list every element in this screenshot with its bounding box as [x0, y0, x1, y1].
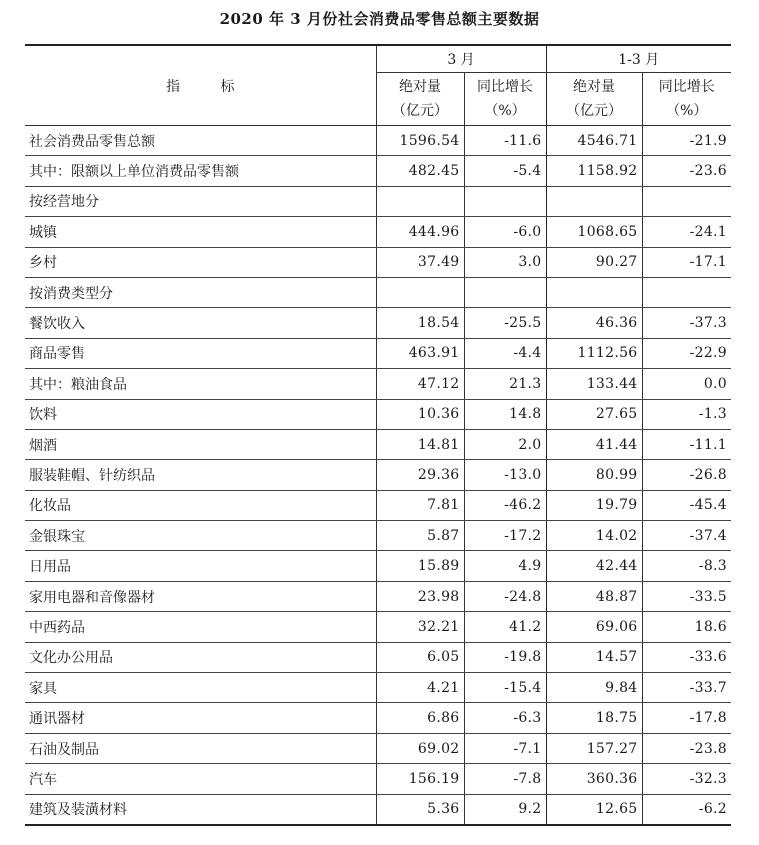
ytd-absolute-value: 12.65 — [546, 794, 642, 825]
table-row — [25, 581, 731, 611]
row-label: 按经营地分 — [25, 186, 376, 216]
ytd-yoy-growth: -37.3 — [642, 308, 731, 338]
table-row — [25, 673, 731, 703]
growth-label: 同比增长 — [658, 79, 715, 95]
table-row — [25, 551, 731, 581]
row-label: 餐饮收入 — [25, 308, 376, 338]
month-yoy-growth: 21.3 — [464, 369, 546, 399]
ytd-header: 1-3 月 — [546, 45, 731, 73]
month-absolute-value: 18.54 — [376, 308, 464, 338]
month-absolute-value: 29.36 — [376, 460, 464, 490]
ytd-yoy-growth: -37.4 — [642, 521, 731, 551]
ytd-absolute-value: 9.84 — [546, 673, 642, 703]
month-absolute-value: 69.02 — [376, 733, 464, 763]
ytd-yoy-growth: -23.8 — [642, 733, 731, 763]
ytd-yoy-growth: -23.6 — [642, 156, 731, 186]
row-label: 石油及制品 — [25, 733, 376, 763]
month-yoy-growth: -4.4 — [464, 338, 546, 368]
retail-sales-table — [25, 44, 731, 826]
month-absolute-value: 47.12 — [376, 369, 464, 399]
month-header: 3 月 — [376, 45, 546, 73]
month-absolute-value: 7.81 — [376, 490, 464, 520]
ytd-yoy-growth: -22.9 — [642, 338, 731, 368]
month-absolute-value — [376, 186, 464, 216]
row-label: 汽车 — [25, 764, 376, 794]
ytd-absolute-value: 80.99 — [546, 460, 642, 490]
row-label: 其中：粮油食品 — [25, 369, 376, 399]
ytd-yoy-growth: -32.3 — [642, 764, 731, 794]
month-absolute-value: 444.96 — [376, 217, 464, 247]
row-label: 化妆品 — [25, 490, 376, 520]
table-row — [25, 612, 731, 642]
table-row — [25, 247, 731, 277]
month-abs-header — [376, 73, 464, 126]
ytd-absolute-value: 48.87 — [546, 581, 642, 611]
abs-label: 绝对量 — [573, 79, 616, 95]
table-row — [25, 490, 731, 520]
row-label: 建筑及装潢材料 — [25, 794, 376, 825]
table-row — [25, 277, 731, 307]
month-yoy-growth: 2.0 — [464, 429, 546, 459]
ytd-absolute-value: 133.44 — [546, 369, 642, 399]
month-absolute-value: 5.36 — [376, 794, 464, 825]
ytd-absolute-value: 41.44 — [546, 429, 642, 459]
month-yoy-growth: 9.2 — [464, 794, 546, 825]
growth-label: 同比增长 — [477, 79, 533, 95]
row-label: 饮料 — [25, 399, 376, 429]
ytd-absolute-value: 1112.56 — [546, 338, 642, 368]
month-yoy-growth: 4.9 — [464, 551, 546, 581]
row-label: 文化办公用品 — [25, 642, 376, 672]
growth-unit: （%） — [484, 103, 526, 119]
month-yoy-growth: -25.5 — [464, 308, 546, 338]
month-yoy-growth: -6.3 — [464, 703, 546, 733]
indicator-header: 指 标 — [25, 45, 376, 126]
row-label: 通讯器材 — [25, 703, 376, 733]
table-row — [25, 156, 731, 186]
row-label: 金银珠宝 — [25, 521, 376, 551]
ytd-absolute-value — [546, 186, 642, 216]
table-row — [25, 338, 731, 368]
table-row — [25, 460, 731, 490]
table-row — [25, 642, 731, 672]
month-yoy-growth: 3.0 — [464, 247, 546, 277]
page-title: 2020 年 3 月份社会消费品零售总额主要数据 — [219, 10, 540, 28]
ytd-yoy-growth: -11.1 — [642, 429, 731, 459]
table-row — [25, 126, 731, 156]
month-yoy-growth: -46.2 — [464, 490, 546, 520]
table-row — [25, 186, 731, 216]
month-absolute-value: 37.49 — [376, 247, 464, 277]
ytd-yoy-growth — [642, 186, 731, 216]
ytd-yoy-growth: -33.7 — [642, 673, 731, 703]
month-yoy-growth: -24.8 — [464, 581, 546, 611]
row-label: 乡村 — [25, 247, 376, 277]
month-yoy-growth: -7.8 — [464, 764, 546, 794]
ytd-yoy-growth: -1.3 — [642, 399, 731, 429]
row-label: 烟酒 — [25, 429, 376, 459]
month-yoy-growth: 41.2 — [464, 612, 546, 642]
ytd-yoy-growth: -45.4 — [642, 490, 731, 520]
ytd-yoy-growth: -17.8 — [642, 703, 731, 733]
month-growth-header — [464, 73, 546, 126]
ytd-growth-header — [642, 73, 731, 126]
ytd-abs-header — [546, 73, 642, 126]
month-absolute-value: 463.91 — [376, 338, 464, 368]
row-label: 城镇 — [25, 217, 376, 247]
growth-unit: （%） — [666, 103, 708, 119]
month-absolute-value: 32.21 — [376, 612, 464, 642]
row-label: 家具 — [25, 673, 376, 703]
ytd-absolute-value: 360.36 — [546, 764, 642, 794]
month-yoy-growth: -11.6 — [464, 126, 546, 156]
month-yoy-growth: -19.8 — [464, 642, 546, 672]
row-label: 服装鞋帽、针纺织品 — [25, 460, 376, 490]
row-label: 商品零售 — [25, 338, 376, 368]
ytd-absolute-value: 157.27 — [546, 733, 642, 763]
month-yoy-growth: -15.4 — [464, 673, 546, 703]
month-yoy-growth: 14.8 — [464, 399, 546, 429]
month-absolute-value: 15.89 — [376, 551, 464, 581]
month-yoy-growth: -6.0 — [464, 217, 546, 247]
ytd-yoy-growth: -6.2 — [642, 794, 731, 825]
table-row — [25, 399, 731, 429]
month-yoy-growth — [464, 186, 546, 216]
table-row — [25, 308, 731, 338]
ytd-absolute-value: 42.44 — [546, 551, 642, 581]
ytd-yoy-growth: -8.3 — [642, 551, 731, 581]
month-absolute-value — [376, 277, 464, 307]
month-yoy-growth: -5.4 — [464, 156, 546, 186]
table-row — [25, 369, 731, 399]
ytd-yoy-growth: -33.5 — [642, 581, 731, 611]
table-row — [25, 521, 731, 551]
row-label: 日用品 — [25, 551, 376, 581]
ytd-absolute-value: 18.75 — [546, 703, 642, 733]
abs-label: 绝对量 — [399, 79, 441, 95]
table-row — [25, 429, 731, 459]
table-row — [25, 764, 731, 794]
month-yoy-growth — [464, 277, 546, 307]
month-absolute-value: 6.05 — [376, 642, 464, 672]
month-absolute-value: 1596.54 — [376, 126, 464, 156]
month-yoy-growth: -13.0 — [464, 460, 546, 490]
row-label: 按消费类型分 — [25, 277, 376, 307]
ytd-absolute-value: 27.65 — [546, 399, 642, 429]
month-absolute-value: 23.98 — [376, 581, 464, 611]
month-yoy-growth: -17.2 — [464, 521, 546, 551]
month-absolute-value: 6.86 — [376, 703, 464, 733]
ytd-yoy-growth: -17.1 — [642, 247, 731, 277]
ytd-absolute-value: 4546.71 — [546, 126, 642, 156]
row-label: 其中：限额以上单位消费品零售额 — [25, 156, 376, 186]
ytd-absolute-value — [546, 277, 642, 307]
month-absolute-value: 156.19 — [376, 764, 464, 794]
ytd-absolute-value: 1158.92 — [546, 156, 642, 186]
month-absolute-value: 14.81 — [376, 429, 464, 459]
row-label: 中西药品 — [25, 612, 376, 642]
ytd-yoy-growth — [642, 277, 731, 307]
table-row — [25, 703, 731, 733]
ytd-absolute-value: 1068.65 — [546, 217, 642, 247]
ytd-yoy-growth: -21.9 — [642, 126, 731, 156]
ytd-absolute-value: 19.79 — [546, 490, 642, 520]
ytd-absolute-value: 90.27 — [546, 247, 642, 277]
ytd-absolute-value: 69.06 — [546, 612, 642, 642]
ytd-absolute-value: 14.02 — [546, 521, 642, 551]
ytd-absolute-value: 46.36 — [546, 308, 642, 338]
ytd-yoy-growth: 0.0 — [642, 369, 731, 399]
month-absolute-value: 4.21 — [376, 673, 464, 703]
row-label: 家用电器和音像器材 — [25, 581, 376, 611]
table-row — [25, 794, 731, 825]
ytd-yoy-growth: 18.6 — [642, 612, 731, 642]
month-absolute-value: 482.45 — [376, 156, 464, 186]
abs-unit: （亿元） — [392, 103, 448, 119]
month-absolute-value: 10.36 — [376, 399, 464, 429]
abs-unit: （亿元） — [566, 103, 623, 119]
month-absolute-value: 5.87 — [376, 521, 464, 551]
month-yoy-growth: -7.1 — [464, 733, 546, 763]
ytd-yoy-growth: -33.6 — [642, 642, 731, 672]
ytd-absolute-value: 14.57 — [546, 642, 642, 672]
table-row — [25, 733, 731, 763]
ytd-yoy-growth: -26.8 — [642, 460, 731, 490]
row-label: 社会消费品零售总额 — [25, 126, 376, 156]
ytd-yoy-growth: -24.1 — [642, 217, 731, 247]
table-row — [25, 217, 731, 247]
